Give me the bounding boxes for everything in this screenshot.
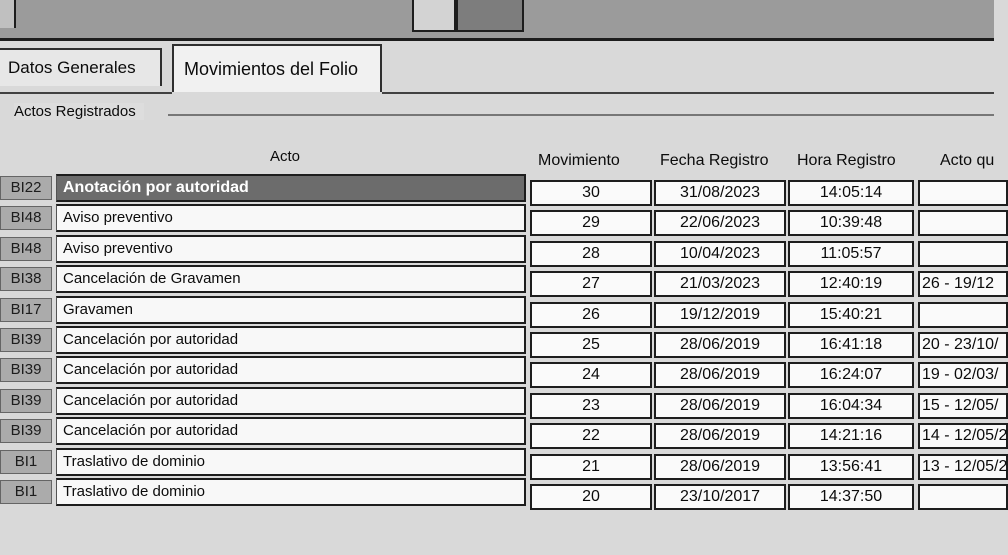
fecha-registro-cell: 10/04/2023 xyxy=(654,241,786,267)
movimiento-cell: 21 xyxy=(530,454,652,480)
acto-que-cell: 20 - 23/10/ xyxy=(918,332,1008,358)
act-code: BI1 xyxy=(0,450,52,474)
movimiento-cell: 25 xyxy=(530,332,652,358)
tab-divider xyxy=(382,92,994,94)
movimiento-cell: 23 xyxy=(530,393,652,419)
hora-registro-cell: 14:05:14 xyxy=(788,180,914,206)
toolbar-left-button[interactable] xyxy=(0,0,16,28)
column-header-movimiento[interactable]: Movimiento xyxy=(538,152,620,169)
table-row[interactable] xyxy=(0,235,994,265)
act-name[interactable]: Traslativo de dominio xyxy=(56,478,526,506)
tab-bar xyxy=(0,44,994,94)
table-row[interactable] xyxy=(0,174,994,204)
group-label-actos-registrados: Actos Registrados xyxy=(14,103,144,120)
hora-registro-cell: 14:37:50 xyxy=(788,484,914,510)
act-code: BI39 xyxy=(0,358,52,382)
column-header-fecha-registro[interactable]: Fecha Registro xyxy=(660,152,769,169)
table-row[interactable] xyxy=(0,326,999,356)
group-divider xyxy=(168,114,994,116)
acto-que-cell xyxy=(918,484,1008,510)
table-row[interactable] xyxy=(0,204,994,234)
fecha-registro-cell: 23/10/2017 xyxy=(654,484,786,510)
tab-datos-generales[interactable]: Datos Generales xyxy=(0,48,162,86)
column-header-hora-registro[interactable]: Hora Registro xyxy=(797,152,896,169)
fecha-registro-cell: 19/12/2019 xyxy=(654,302,786,328)
column-header-acto[interactable]: Acto xyxy=(270,148,301,165)
hora-registro-cell: 11:05:57 xyxy=(788,241,914,267)
movimiento-cell: 24 xyxy=(530,362,652,388)
act-name[interactable]: Anotación por autoridad xyxy=(56,174,526,202)
hora-registro-cell: 16:04:34 xyxy=(788,393,914,419)
act-code: BI39 xyxy=(0,328,52,352)
movimiento-cell: 30 xyxy=(530,180,652,206)
tab-divider xyxy=(0,92,172,94)
hora-registro-cell: 15:40:21 xyxy=(788,302,914,328)
acto-que-cell: 13 - 12/05/2 xyxy=(918,454,1008,480)
fecha-registro-cell: 28/06/2019 xyxy=(654,332,786,358)
movimiento-cell: 28 xyxy=(530,241,652,267)
fecha-registro-cell: 28/06/2019 xyxy=(654,454,786,480)
hora-registro-cell: 14:21:16 xyxy=(788,423,914,449)
fecha-registro-cell: 21/03/2023 xyxy=(654,271,786,297)
tab-movimientos-del-folio[interactable]: Movimientos del Folio xyxy=(172,44,382,92)
hora-registro-cell: 13:56:41 xyxy=(788,454,914,480)
act-code: BI48 xyxy=(0,206,52,230)
act-name[interactable]: Cancelación por autoridad xyxy=(56,387,526,415)
table-row[interactable] xyxy=(0,356,999,386)
table-row[interactable] xyxy=(0,387,999,417)
movimiento-cell: 26 xyxy=(530,302,652,328)
act-code: BI1 xyxy=(0,480,52,504)
act-name[interactable]: Traslativo de dominio xyxy=(56,448,526,476)
acto-que-cell xyxy=(918,241,1008,267)
table-row[interactable] xyxy=(0,265,994,295)
toolbar xyxy=(0,0,994,41)
act-name[interactable]: Cancelación por autoridad xyxy=(56,356,526,384)
act-name[interactable]: Aviso preventivo xyxy=(56,204,526,232)
acto-que-cell xyxy=(918,210,1008,236)
hora-registro-cell: 16:24:07 xyxy=(788,362,914,388)
act-code: BI39 xyxy=(0,419,52,443)
table-row[interactable] xyxy=(0,296,994,326)
act-code: BI39 xyxy=(0,389,52,413)
act-name[interactable]: Cancelación por autoridad xyxy=(56,417,526,445)
movimiento-cell: 29 xyxy=(530,210,652,236)
acto-que-cell: 15 - 12/05/ xyxy=(918,393,1008,419)
toolbar-button[interactable] xyxy=(412,0,456,32)
column-header-acto-que[interactable]: Acto qu xyxy=(940,152,995,169)
fecha-registro-cell: 28/06/2019 xyxy=(654,423,786,449)
act-name[interactable]: Cancelación de Gravamen xyxy=(56,265,526,293)
acto-que-cell: 19 - 02/03/ xyxy=(918,362,1008,388)
fecha-registro-cell: 31/08/2023 xyxy=(654,180,786,206)
acto-que-cell: 14 - 12/05/2 xyxy=(918,423,1008,449)
fecha-registro-cell: 28/06/2019 xyxy=(654,393,786,419)
act-name[interactable]: Gravamen xyxy=(56,296,526,324)
act-code: BI22 xyxy=(0,176,52,200)
acto-que-cell xyxy=(918,302,1008,328)
fecha-registro-cell: 22/06/2023 xyxy=(654,210,786,236)
movimiento-cell: 27 xyxy=(530,271,652,297)
act-code: BI48 xyxy=(0,237,52,261)
movimiento-cell: 20 xyxy=(530,484,652,510)
acto-que-cell: 26 - 19/12 xyxy=(918,271,1008,297)
act-code: BI17 xyxy=(0,298,52,322)
act-code: BI38 xyxy=(0,267,52,291)
hora-registro-cell: 16:41:18 xyxy=(788,332,914,358)
hora-registro-cell: 12:40:19 xyxy=(788,271,914,297)
toolbar-image-button[interactable] xyxy=(456,0,524,32)
table-row[interactable] xyxy=(0,417,1008,447)
act-name[interactable]: Cancelación por autoridad xyxy=(56,326,526,354)
act-name[interactable]: Aviso preventivo xyxy=(56,235,526,263)
fecha-registro-cell: 28/06/2019 xyxy=(654,362,786,388)
acto-que-cell xyxy=(918,180,1008,206)
hora-registro-cell: 10:39:48 xyxy=(788,210,914,236)
table-row[interactable] xyxy=(0,478,994,508)
movimiento-cell: 22 xyxy=(530,423,652,449)
table-row[interactable] xyxy=(0,448,1008,478)
